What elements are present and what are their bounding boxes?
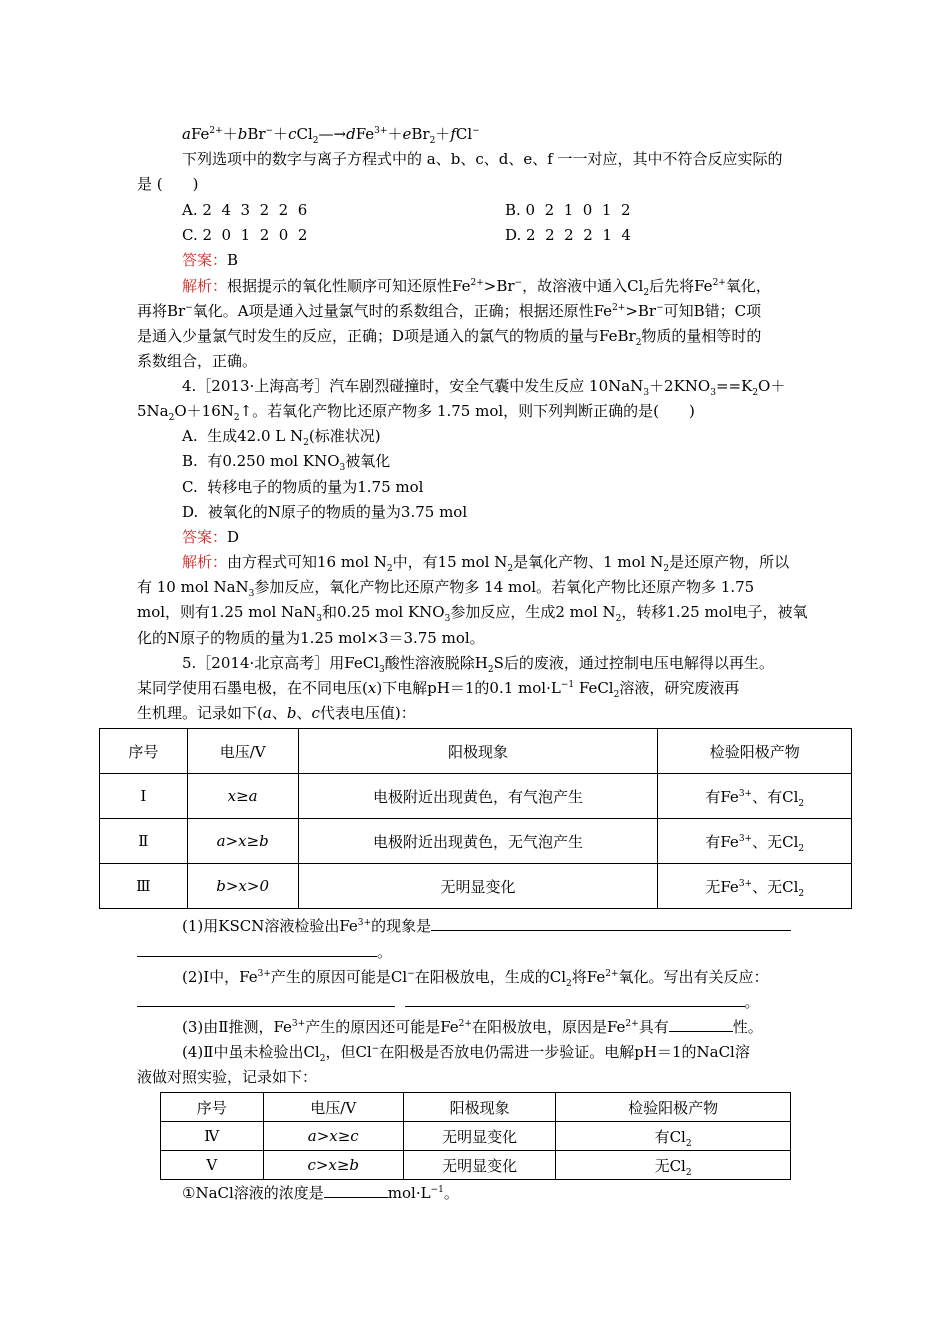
table-row bbox=[161, 1151, 791, 1180]
table-row bbox=[100, 819, 852, 864]
table-cell: 有$Cl_2$ bbox=[556, 1122, 791, 1151]
answer-blank[interactable] bbox=[137, 992, 395, 1007]
answer-blank[interactable] bbox=[431, 916, 791, 931]
table-cell: c>x≥b bbox=[263, 1151, 403, 1180]
table-cell: 无明显变化 bbox=[403, 1122, 555, 1151]
analysis-label: 解析： bbox=[182, 277, 228, 295]
electrolysis-table-2 bbox=[160, 1092, 791, 1180]
q3-analysis-line1: 解析：根据提示的氧化性顺序可知还原性$Fe^{2+}>Br^-$，故溶液中通入$Cl_2$后先将$Fe^{2+}$氧化， bbox=[182, 277, 771, 298]
q3-option-d: D. 2 2 2 2 1 4 bbox=[505, 226, 631, 244]
q5-part2-line2: 。 bbox=[137, 992, 760, 1012]
table-cell: Ⅴ bbox=[161, 1151, 264, 1180]
table-cell: 电极附近出现黄色，无气泡产生 bbox=[298, 819, 658, 864]
answer-blank[interactable] bbox=[137, 942, 377, 957]
table-cell: a>x≥c bbox=[263, 1122, 403, 1151]
table-header: 电压/V bbox=[187, 729, 298, 774]
q3-option-a: A. 2 4 3 2 2 6 bbox=[182, 201, 308, 219]
q5-part4-line2: 液做对照实验，记录如下： bbox=[137, 1068, 318, 1086]
table-cell: b>x>0 bbox=[187, 864, 298, 909]
q4-analysis-line1: 解析：由方程式可知16 mol $N_2$中，有15 mol $N_2$是氧化产物、1 mol $N_2$是还原产物，所以 bbox=[182, 553, 790, 574]
q3-option-c: C. 2 0 1 2 0 2 bbox=[182, 226, 308, 244]
table-cell: 有$Fe^{3+}$、无$Cl_2$ bbox=[658, 819, 852, 864]
q4-option-a: A. 生成42.0 L $N_2$(标准状况) bbox=[182, 427, 381, 448]
table-row bbox=[100, 774, 852, 819]
q3-stem-line2: 是 ( ) bbox=[137, 175, 199, 193]
q5-part2-line1: (2)Ⅰ中，$Fe^{3+}$产生的原因可能是Cl−在阳极放电，生成的$Cl_2$将$Fe^{2+}$氧化。写出有关反应： bbox=[182, 968, 769, 989]
q5-part4-line1: (4)Ⅱ中虽未检验出$Cl_2$，但Cl−在阳极是否放电仍需进一步验证。电解pH＝1的NaCl溶 bbox=[182, 1043, 750, 1064]
q3-analysis-line4: 系数组合，正确。 bbox=[137, 352, 258, 370]
table-header: 检验阳极产物 bbox=[658, 729, 852, 774]
q5-part1-line1: (1)用KSCN溶液检验出$Fe^{3+}$的现象是 bbox=[182, 916, 791, 936]
table-cell: x≥a bbox=[187, 774, 298, 819]
table-header-row bbox=[100, 729, 852, 774]
q4-stem-line2: $5Na_2O+16N_2↑$。若氧化产物比还原产物多 1.75 mol，则下列判断正确的是( ) bbox=[137, 402, 695, 423]
q5-part4-sub1: ①NaCl溶液的浓度是 $mol\cdot L^{-1}$。 bbox=[182, 1184, 459, 1202]
table-cell: Ⅲ bbox=[100, 864, 188, 909]
table-header: 电压/V bbox=[263, 1093, 403, 1122]
table-header: 阳极现象 bbox=[403, 1093, 555, 1122]
table-row bbox=[161, 1122, 791, 1151]
q5-stem-line2: 某同学使用石墨电极，在不同电压(x)下电解pH＝1的0.1 $mol\cdot L^{-1}$ FeCl$_2$溶液，研究废液再 bbox=[137, 679, 740, 700]
table-header: 检验阳极产物 bbox=[556, 1093, 791, 1122]
q4-analysis-line3: mol，则有1.25 mol NaN$_3$和0.25 mol $KNO_3$参加反应，生成2 mol $N_2$，转移1.25 mol电子，被氧 bbox=[137, 603, 808, 624]
table-cell: 有$Fe^{3+}$、有$Cl_2$ bbox=[658, 774, 852, 819]
table-header-row bbox=[161, 1093, 791, 1122]
q3-stem-line1: 下列选项中的数字与离子方程式中的 a、b、c、d、e、f 一一对应，其中不符合反应实际的 bbox=[182, 150, 783, 168]
table-cell: Ⅱ bbox=[100, 819, 188, 864]
table-cell: 无$Cl_2$ bbox=[556, 1151, 791, 1180]
table-cell: 电极附近出现黄色，有气泡产生 bbox=[298, 774, 658, 819]
answer-blank[interactable] bbox=[324, 1183, 388, 1198]
table-header: 阳极现象 bbox=[298, 729, 658, 774]
q5-stem-line1: 5.［2014·北京高考］用FeCl$_3$酸性溶液脱除$H_2S$后的废液，通过控制电压电解得以再生。 bbox=[182, 654, 774, 675]
q4-answer: 答案：D bbox=[182, 528, 240, 546]
q5-stem-line3: 生机理。记录如下(a、b、c代表电压值)： bbox=[137, 704, 416, 722]
answer-label: 答案： bbox=[182, 251, 228, 269]
table-header: 序号 bbox=[161, 1093, 264, 1122]
answer-blank[interactable] bbox=[669, 1017, 733, 1032]
table-cell: Ⅳ bbox=[161, 1122, 264, 1151]
table-header: 序号 bbox=[100, 729, 188, 774]
reaction-equation: aFe$^{2+}$＋bBr−＋cCl$_2$—→dFe$^{3+}$＋eBr$_2$＋fCl− bbox=[182, 125, 480, 146]
q4-stem-line1: 4.［2013·上海高考］汽车剧烈碰撞时，安全气囊中发生反应 $10NaN_3+2KNO_3==K_2O+$ bbox=[182, 377, 786, 398]
table-cell: a>x≥b bbox=[187, 819, 298, 864]
q4-analysis-line2: 有 10 mol NaN$_3$参加反应，氧化产物比还原产物多 14 mol。若氧化产物比还原产物多 1.75 bbox=[137, 578, 755, 599]
table-row bbox=[100, 864, 852, 909]
q4-option-d: D. 被氧化的N原子的物质的量为3.75 mol bbox=[182, 503, 468, 521]
q5-part1-line2: 。 bbox=[137, 942, 392, 962]
electrolysis-table-1 bbox=[99, 728, 852, 909]
q3-analysis-line3: 是通入少量氯气时发生的反应，正确；D项是通入的氯气的物质的量与FeBr$_2$物质的量相等时的 bbox=[137, 327, 762, 348]
q3-analysis-line2: 再将Br−氧化。A项是通入过量氯气时的系数组合，正确；根据还原性$Fe^{2+}>Br^-$可知B错；C项 bbox=[137, 302, 762, 320]
table-cell: 无明显变化 bbox=[403, 1151, 555, 1180]
q3-option-b: B. 0 2 1 0 1 2 bbox=[505, 201, 631, 219]
answer-blank[interactable] bbox=[405, 992, 745, 1007]
q4-analysis-line4: 化的N原子的物质的量为1.25 mol×3＝3.75 mol。 bbox=[137, 629, 485, 647]
q5-part3: (3)由Ⅱ推测，$Fe^{3+}$产生的原因还可能是$Fe^{2+}$在阳极放电，原因是$Fe^{2+}$具有 性。 bbox=[182, 1018, 763, 1036]
q4-option-c: C. 转移电子的物质的量为1.75 mol bbox=[182, 478, 424, 496]
table-cell: 无$Fe^{3+}$、无$Cl_2$ bbox=[658, 864, 852, 909]
table-cell: 无明显变化 bbox=[298, 864, 658, 909]
table-cell: Ⅰ bbox=[100, 774, 188, 819]
q4-option-b: B. 有0.250 mol $KNO_3$被氧化 bbox=[182, 452, 391, 473]
q3-answer: 答案：B bbox=[182, 251, 239, 269]
